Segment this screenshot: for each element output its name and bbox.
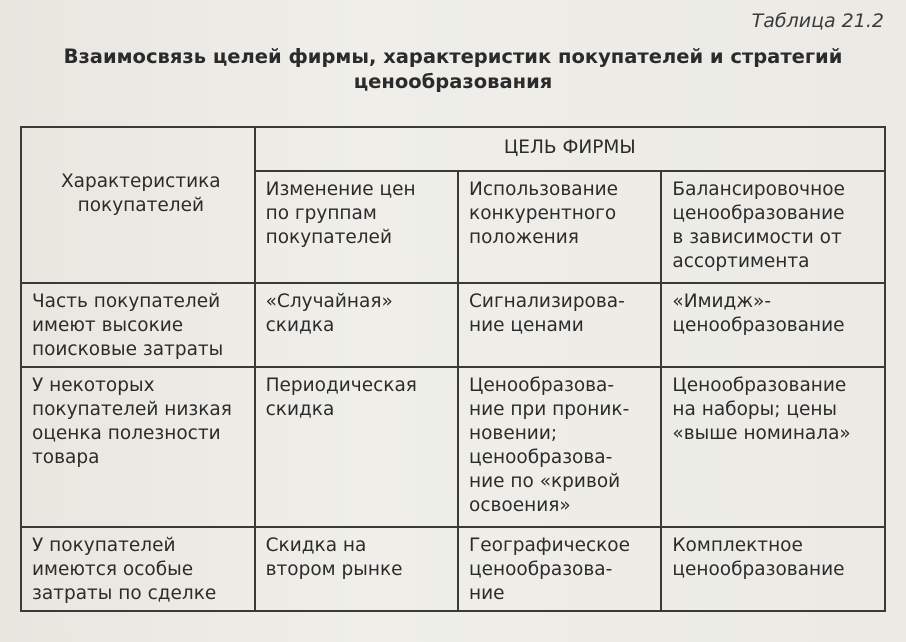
header-goal-label: ЦЕЛЬ ФИРМЫ bbox=[503, 137, 636, 158]
strategy-table bbox=[20, 126, 886, 612]
column-header-3 bbox=[661, 171, 885, 283]
table-row bbox=[21, 367, 885, 527]
column-header-1 bbox=[255, 171, 458, 283]
table-cell bbox=[661, 527, 885, 611]
table-row bbox=[21, 283, 885, 367]
table-cell bbox=[458, 367, 661, 527]
cell-text: Комплектное ценообразование bbox=[672, 535, 845, 580]
cell-text: Сигнализирова- ние ценами bbox=[469, 291, 625, 336]
row-characteristic-text: У некоторых покупателей низкая оценка полезности товара bbox=[32, 375, 232, 468]
row-characteristic-cell bbox=[21, 527, 255, 611]
cell-text: Ценообразова- ние при проник- новении; ценообразова- ние по «кривой освоения» bbox=[469, 375, 630, 516]
column-header-label: Использование конкурентного положения bbox=[469, 179, 619, 248]
table-number: Таблица 21.2 bbox=[751, 10, 884, 32]
row-characteristic-cell bbox=[21, 283, 255, 367]
table-cell bbox=[255, 283, 458, 367]
cell-text: Ценообразование на наборы; цены «выше номинала» bbox=[672, 375, 851, 444]
header-goal-cell bbox=[255, 127, 885, 171]
column-header-label: Балансировочное ценообразование в зависимости от ассортимента bbox=[672, 179, 845, 272]
header-corner-cell bbox=[21, 127, 255, 283]
cell-text: Периодическая скидка bbox=[265, 375, 417, 420]
table-caption: Взаимосвязь целей фирмы, характеристик покупателей и стратегий ценообразования bbox=[63, 45, 843, 93]
column-header-2 bbox=[458, 171, 661, 283]
table-cell bbox=[255, 367, 458, 527]
row-characteristic-text: У покупателей имеются особые затраты по сделке bbox=[32, 535, 217, 604]
header-characteristic-label: Характеристика покупателей bbox=[60, 171, 221, 216]
cell-text: «Имидж»- ценообразование bbox=[672, 291, 845, 336]
table-cell bbox=[661, 283, 885, 367]
row-characteristic-text: Часть покупателей имеют высокие поисковые затраты bbox=[32, 291, 224, 360]
table-cell bbox=[458, 527, 661, 611]
table-row bbox=[21, 527, 885, 611]
cell-text: Географическое ценообразова- ние bbox=[469, 535, 630, 604]
header-row-goal bbox=[21, 127, 885, 171]
cell-text: «Случайная» скидка bbox=[265, 291, 393, 336]
row-characteristic-cell bbox=[21, 367, 255, 527]
column-header-label: Изменение цен по группам покупателей bbox=[265, 179, 416, 248]
table-cell bbox=[458, 283, 661, 367]
cell-text: Скидка на втором рынке bbox=[265, 535, 403, 580]
table-cell bbox=[661, 367, 885, 527]
table-cell bbox=[255, 527, 458, 611]
